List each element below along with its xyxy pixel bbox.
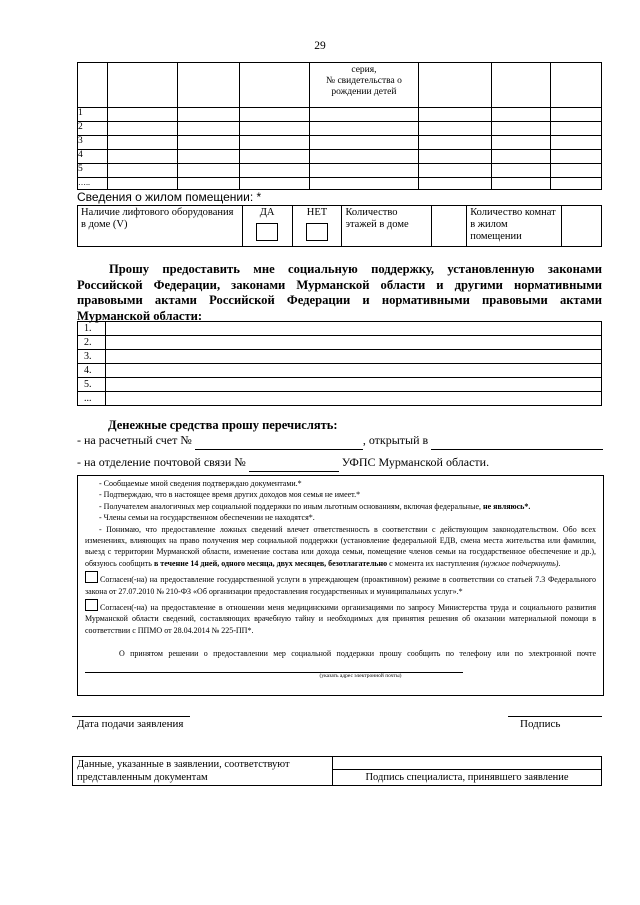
child-cell[interactable] [492, 150, 551, 164]
date-line[interactable] [72, 716, 190, 717]
child-cell[interactable] [239, 164, 309, 178]
consent-proactive-text: Согласен(-на) на предоставление государственной услуги в упреждающем (проактивном) режиме в соответствии со статьей 7.3 Федерального закона от 27.07.2010 № 210-ФЗ «Об организации предоставления государственных и муниципальных услуг».* [85, 575, 596, 596]
notify-label: О принятом решении о предоставлении мер социальной поддержки прошу сообщить по телефону или по электронной почте [119, 649, 596, 659]
child-cell[interactable] [177, 108, 239, 122]
child-cell[interactable] [177, 136, 239, 150]
notify-text [85, 648, 596, 673]
child-cell[interactable] [107, 136, 177, 150]
child-cell[interactable] [107, 108, 177, 122]
child-cell[interactable] [551, 178, 602, 190]
no-label: НЕТ [306, 207, 328, 218]
floors-label: Количество этажей в доме [342, 206, 432, 247]
yes-cell [242, 206, 292, 247]
child-cell[interactable] [551, 164, 602, 178]
notice-bold: в течение 14 дней, одного месяца, двух месяцев, безотлагательно [153, 558, 388, 568]
account-line [77, 433, 603, 450]
email-input[interactable] [85, 661, 463, 673]
child-cell[interactable] [309, 122, 419, 136]
bank-name-input[interactable] [431, 434, 603, 450]
declaration-item: - Сообщаемые мной сведения подтверждаю документами.* [99, 479, 302, 488]
child-cell[interactable] [107, 122, 177, 136]
declaration-item: - Подтверждаю, что в настоящее время других доходов моя семья не имеет.* [99, 490, 361, 500]
elevator-yes-checkbox[interactable] [256, 223, 278, 241]
child-cell[interactable] [239, 108, 309, 122]
child-cell[interactable] [309, 178, 419, 190]
support-number: ... [78, 392, 106, 406]
elevator-no-checkbox[interactable] [306, 223, 328, 241]
child-cell[interactable] [492, 164, 551, 178]
rooms-label: Количество комнат в жилом помещении [467, 206, 562, 247]
child-cell[interactable] [177, 178, 239, 190]
account-prefix: - на расчетный счет № [77, 433, 192, 447]
row-number: 5 [78, 164, 108, 178]
post-prefix: - на отделение почтовой связи № [77, 455, 246, 469]
child-cell[interactable] [107, 150, 177, 164]
child-cell[interactable] [419, 136, 492, 150]
support-number: 5. [78, 378, 106, 392]
row-number: 3 [78, 136, 108, 150]
child-cell[interactable] [239, 136, 309, 150]
child-cell[interactable] [239, 122, 309, 136]
children-table [77, 62, 602, 190]
row-number: 1 [78, 108, 108, 122]
declaration-state-support: - Члены семьи на государственном обеспечении не находятся*. [99, 513, 315, 523]
child-cell[interactable] [309, 108, 419, 122]
child-cell[interactable] [107, 164, 177, 178]
child-cell[interactable] [309, 150, 419, 164]
child-cell[interactable] [492, 122, 551, 136]
child-cell[interactable] [177, 150, 239, 164]
consent-proactive-checkbox[interactable] [85, 571, 98, 583]
table-cell [239, 63, 309, 108]
child-cell[interactable] [309, 136, 419, 150]
support-input[interactable] [106, 336, 602, 350]
child-cell[interactable] [107, 178, 177, 190]
support-input[interactable] [106, 378, 602, 392]
child-cell[interactable] [419, 164, 492, 178]
child-cell[interactable] [419, 108, 492, 122]
child-cell[interactable] [419, 122, 492, 136]
yes-label: ДА [259, 207, 275, 218]
support-input[interactable] [106, 322, 602, 336]
child-cell[interactable] [551, 108, 602, 122]
support-number: 2. [78, 336, 106, 350]
verification-text: Данные, указанные в заявлении, соответствуют представленным документам [73, 757, 333, 786]
declaration-recipients-bold: не являюсь*. [483, 501, 531, 511]
post-suffix: УФПС Мурманской области. [341, 455, 490, 469]
child-cell[interactable] [177, 122, 239, 136]
email-caption: (указать адрес электронной почты) [319, 673, 402, 680]
child-cell[interactable] [419, 178, 492, 190]
no-cell [292, 206, 342, 247]
housing-title: Сведения о жилом помещении: * [77, 190, 262, 204]
notice-italic: (нужное подчеркнуть) [480, 558, 559, 568]
specialist-signature-label: Подпись специалиста, принявшего заявление [333, 769, 601, 784]
child-cell[interactable] [492, 136, 551, 150]
notice-post: с момента их наступления [389, 558, 479, 568]
child-cell[interactable] [492, 178, 551, 190]
child-cell[interactable] [492, 108, 551, 122]
table-cell [177, 63, 239, 108]
child-cell[interactable] [551, 150, 602, 164]
table-cell [492, 63, 551, 108]
support-input[interactable] [106, 392, 602, 406]
payment-title: Денежные средства прошу перечислять: [108, 418, 338, 432]
child-cell[interactable] [239, 178, 309, 190]
support-number: 4. [78, 364, 106, 378]
support-number: 3. [78, 350, 106, 364]
floors-input[interactable] [432, 206, 467, 247]
housing-table [77, 205, 602, 247]
signature-label: Подпись [520, 718, 561, 730]
support-input[interactable] [106, 350, 602, 364]
row-number: 2 [78, 122, 108, 136]
consent-medical-checkbox[interactable] [85, 599, 98, 611]
declaration-recipients [85, 501, 596, 512]
signature-line[interactable] [508, 716, 602, 717]
declarations-box [77, 475, 604, 696]
child-cell[interactable] [419, 150, 492, 164]
date-label: Дата подачи заявления [77, 718, 184, 730]
child-cell[interactable] [551, 136, 602, 150]
child-cell[interactable] [309, 164, 419, 178]
birth-cert-header: серия, № свидетельства о рождении детей [309, 63, 419, 108]
notice-text: - Понимаю, что предоставление ложных сведений влечет ответственность в соответствии с действующим законодательством. Обо всех изменениях, влияющих на право получения мер социальной поддержки (установление федеральной ЕДВ, смена места жительства или фамилии, выезд с территории Мурманской области, изменение состава или дохода семьи, помещение членов семьи на государственное обеспечение и др.), обязуюсь сообщить [85, 524, 596, 568]
child-cell[interactable] [551, 122, 602, 136]
consent-proactive [85, 571, 596, 597]
table-cell [107, 63, 177, 108]
declaration-notice: - Понимаю, что предоставление ложных сведений влечет ответственность в соответствии с действующим законодательством. Обо всех изменениях, влияющих на право получения мер социальной поддержки (установление федеральной ЕДВ, смена места жительства или фамилии, выезд с территории Мурманской области, изменение состава или дохода семьи, помещение членов семьи на государственное обеспечение и др.), обязуюсь сообщить в течение 14 дней, одного месяца, двух месяцев, безотлагательно с момента их наступления (нужное подчеркнуть). [85, 524, 596, 568]
account-opened-label: , открытый в [362, 433, 429, 447]
consent-medical-text: Согласен(-на) на предоставление в отношении меня медицинскими организациями по запросу Министерства труда и социального развития Мурманской области сведений, составляющих врачебную тайну и необходимых для принятия решения об оказании материальной помощи в соответствии с ППМО от 28.04.2014 № 225-ПП*. [85, 603, 596, 635]
table-cell [419, 63, 492, 108]
declaration-recipients-text: - Получателем аналогичных мер социальной поддержки по иным льготным основаниям, включая федеральные, [99, 501, 481, 511]
consent-medical [85, 599, 596, 636]
post-office-input[interactable] [249, 456, 339, 472]
child-cell[interactable] [239, 150, 309, 164]
row-number: 4 [78, 150, 108, 164]
page-number: 29 [314, 40, 326, 52]
verification-table [72, 756, 602, 786]
rooms-input[interactable] [562, 206, 602, 247]
table-cell [78, 63, 108, 108]
account-number-input[interactable] [195, 434, 363, 450]
support-number: 1. [78, 322, 106, 336]
specialist-signature-cell[interactable] [333, 757, 602, 786]
row-number: ….. [78, 178, 108, 190]
request-paragraph: Прошу предоставить мне социальную поддержку, установленную законами Российской Федерации, законами Мурманской области и другими нормативными правовыми актами Российской Федерации и нормативными правовыми актами Мурманской области: [77, 262, 602, 323]
post-line [77, 455, 489, 472]
child-cell[interactable] [177, 164, 239, 178]
support-input[interactable] [106, 364, 602, 378]
elevator-label: Наличие лифтового оборудования в доме (V) [78, 206, 243, 247]
support-table [77, 321, 602, 406]
table-cell [551, 63, 602, 108]
